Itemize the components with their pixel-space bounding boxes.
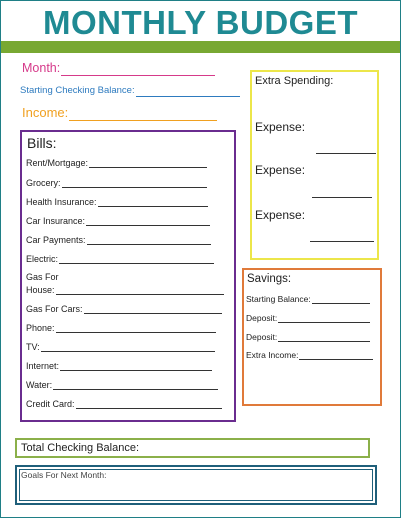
savings-title: Savings: (247, 273, 292, 285)
savings-line[interactable] (299, 350, 373, 360)
bill-credit-card-field[interactable] (26, 399, 222, 409)
income-field[interactable] (22, 105, 217, 121)
savings-label: Deposit: (246, 332, 278, 342)
bill-health-insurance-field[interactable] (26, 197, 208, 207)
expense-label-1: Expense: (255, 120, 306, 134)
bill-phone-field[interactable] (26, 323, 216, 333)
expense-label-3: Expense: (255, 208, 306, 222)
income-label: Income: (22, 105, 69, 120)
bill-label: Credit Card: (26, 399, 75, 409)
extra-spending-title: Extra Spending: (255, 75, 334, 87)
bill-line[interactable] (59, 254, 214, 264)
bill-line[interactable] (53, 380, 218, 390)
bill-label: Phone: (26, 323, 55, 333)
month-line[interactable] (61, 63, 215, 76)
bill-line[interactable] (56, 323, 216, 333)
bill-line[interactable] (89, 158, 207, 168)
savings-label: Starting Balance: (246, 294, 311, 304)
savings-extra-income-field[interactable] (246, 350, 373, 360)
total-checking-label: Total Checking Balance: (21, 442, 140, 454)
bill-label: Health Insurance: (26, 197, 97, 207)
total-checking-box[interactable] (15, 438, 370, 458)
bill-tv-field[interactable] (26, 342, 215, 352)
bill-line[interactable] (41, 342, 215, 352)
bills-box (20, 130, 236, 422)
bill-label: Grocery: (26, 178, 61, 188)
bill-internet-field[interactable] (26, 361, 212, 371)
bill-gas-for-label (26, 272, 59, 282)
starting-checking-field[interactable] (20, 84, 240, 97)
bill-line[interactable] (84, 304, 222, 314)
savings-label: Extra Income: (246, 350, 299, 360)
expense-line-3[interactable] (310, 240, 374, 242)
expense-line-1[interactable] (316, 152, 376, 154)
savings-starting-balance-field[interactable] (246, 294, 370, 304)
bill-label: House: (26, 285, 55, 295)
bill-label: Internet: (26, 361, 60, 371)
savings-label: Deposit: (246, 313, 278, 323)
bill-label: Rent/Mortgage: (26, 158, 89, 168)
bill-label: Car Insurance: (26, 216, 86, 226)
title-underline-bar (1, 41, 400, 53)
bill-label: TV: (26, 342, 40, 352)
savings-deposit-field-1[interactable] (246, 313, 370, 323)
bill-label: Car Payments: (26, 235, 86, 245)
bill-gas-cars-field[interactable] (26, 304, 222, 314)
bill-line[interactable] (86, 216, 210, 226)
bill-rent-field[interactable] (26, 158, 207, 168)
bill-line[interactable] (56, 285, 224, 295)
bill-car-payments-field[interactable] (26, 235, 211, 245)
bill-water-field[interactable] (26, 380, 218, 390)
bill-label: Water: (26, 380, 53, 390)
extra-spending-box (250, 70, 379, 260)
bill-line[interactable] (76, 399, 222, 409)
bill-label: Gas For Cars: (26, 304, 83, 314)
expense-label-2: Expense: (255, 163, 306, 177)
expense-line-2[interactable] (312, 196, 372, 198)
bill-gas-house-field[interactable] (26, 285, 224, 295)
savings-line[interactable] (312, 294, 370, 304)
starting-checking-label: Starting Checking Balance: (20, 85, 135, 96)
savings-box (242, 268, 382, 406)
savings-line[interactable] (278, 313, 370, 323)
bill-car-insurance-field[interactable] (26, 216, 210, 226)
income-line[interactable] (69, 108, 217, 121)
savings-deposit-field-2[interactable] (246, 332, 370, 342)
savings-line[interactable] (278, 332, 370, 342)
starting-checking-line[interactable] (136, 84, 240, 97)
bill-line[interactable] (87, 235, 211, 245)
bill-label: Electric: (26, 254, 59, 264)
bills-title: Bills: (27, 135, 57, 151)
month-field[interactable] (22, 61, 215, 76)
page-title: MONTHLY BUDGET (42, 4, 359, 41)
bill-line[interactable] (60, 361, 212, 371)
bill-grocery-field[interactable] (26, 178, 207, 188)
goals-box[interactable] (15, 465, 377, 505)
bill-line[interactable] (98, 197, 208, 207)
bill-label: Gas For (26, 272, 59, 282)
bill-electric-field[interactable] (26, 254, 214, 264)
goals-label: Goals For Next Month: (21, 470, 107, 480)
month-label: Month: (22, 61, 61, 75)
bill-line[interactable] (62, 178, 207, 188)
